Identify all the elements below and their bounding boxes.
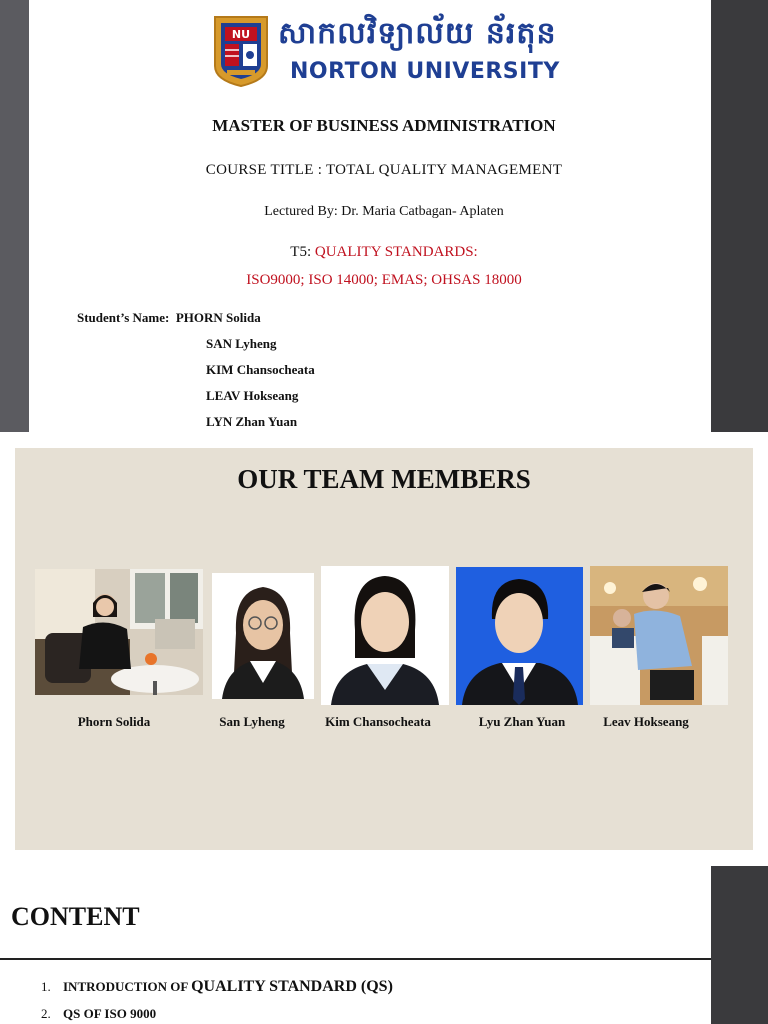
university-crest-icon xyxy=(212,14,270,88)
topic-line xyxy=(0,244,768,261)
toc-emphasis: QUALITY STANDARD (QS) xyxy=(191,978,393,995)
member-name: Leav Hokseang xyxy=(603,714,689,729)
toc-number: 2. xyxy=(41,1006,51,1021)
member-name: Lyu Zhan Yuan xyxy=(478,714,566,729)
member-photo xyxy=(35,569,203,695)
crest-text: NU xyxy=(231,28,251,41)
content-slide xyxy=(0,866,768,1024)
student-name: PHORN Solida xyxy=(175,310,261,325)
lecturer-line: Lectured By: Dr. Maria Catbagan- Aplaten xyxy=(264,204,504,219)
member-photo xyxy=(321,566,449,705)
student-name: SAN Lyheng xyxy=(206,336,277,351)
topic-prefix: T5: xyxy=(290,244,315,260)
toc-prefix: INTRODUCTION OF xyxy=(63,979,192,994)
student-name: LYN Zhan Yuan xyxy=(206,414,298,429)
content-title: CONTENT xyxy=(11,902,140,931)
student-name: KIM Chansocheata xyxy=(206,362,315,377)
university-khmer-name: សាកលវិទ្យាល័យ ន័រតុន xyxy=(278,16,557,51)
students-label-text: Student’s Name: xyxy=(77,310,170,325)
toc-prefix: QS OF ISO 9000 xyxy=(63,1006,157,1021)
topic-title: QUALITY STANDARDS: xyxy=(314,244,478,260)
member-photo xyxy=(456,567,583,705)
toc-number: 1. xyxy=(41,979,51,994)
toc-item xyxy=(41,1006,156,1022)
member-name: San Lyheng xyxy=(219,714,285,729)
standards-list: ISO9000; ISO 14000; EMAS; OHSAS 18000 xyxy=(246,272,522,288)
toc-item xyxy=(41,978,393,996)
university-english-name: NORTON UNIVERSITY xyxy=(290,59,560,84)
student-name: LEAV Hokseang xyxy=(206,388,299,403)
students-label xyxy=(77,310,261,326)
title-divider xyxy=(0,958,711,960)
member-photo xyxy=(212,573,314,699)
degree-title: MASTER OF BUSINESS ADMINISTRATION xyxy=(212,116,556,135)
member-name: Kim Chansocheata xyxy=(325,714,431,729)
team-title: OUR TEAM MEMBERS xyxy=(237,464,531,494)
member-photo xyxy=(590,566,728,705)
course-title: COURSE TITLE : TOTAL QUALITY MANAGEMENT xyxy=(205,162,563,178)
member-name: Phorn Solida xyxy=(77,714,151,729)
right-accent-bar xyxy=(711,866,768,1024)
